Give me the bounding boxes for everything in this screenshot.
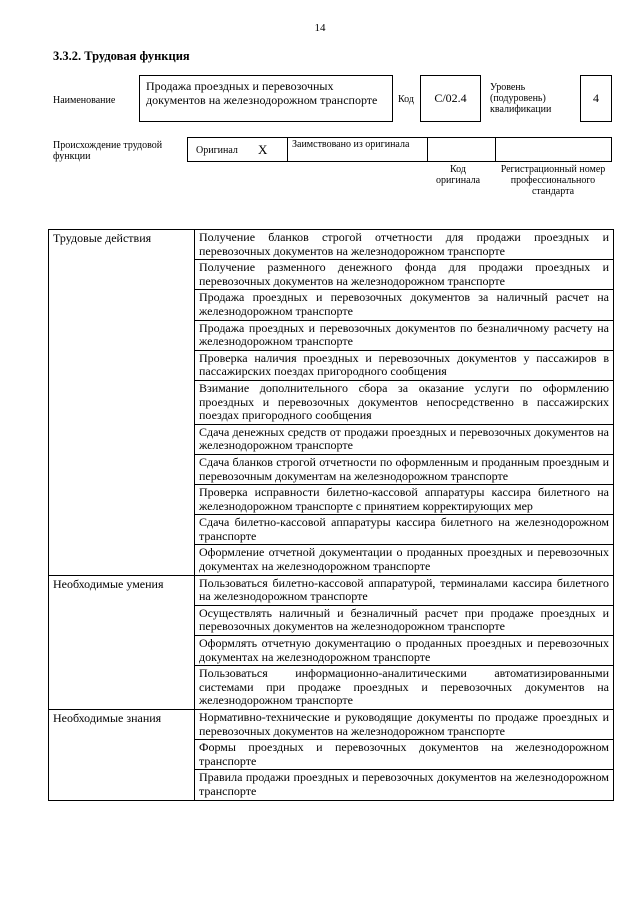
list-item: Проверка исправности билетно-кассовой аппаратуры кассира билетного на железнодорожном транспорте с принятием корректирующих мер xyxy=(195,485,614,515)
table-row xyxy=(49,230,614,260)
list-item: Пользоваться информационно-аналитическими автоматизированными системами при продаже проездных и перевозочных документов на железнодорожном транспорте xyxy=(195,666,614,710)
list-item: Пользоваться билетно-кассовой аппаратурой, терминалами кассира билетного на железнодорожном транспорте xyxy=(195,575,614,605)
code-original-caption: Код оригинала xyxy=(435,164,481,186)
list-item: Сдача бланков строгой отчетности по оформленным и проданным проездным и перевозочным документам на железнодорожном транспорте xyxy=(195,454,614,484)
borrowed-label: Заимствовано из оригинала xyxy=(292,139,410,150)
level-box xyxy=(580,75,612,122)
function-name-box xyxy=(139,75,393,122)
table-row xyxy=(49,710,614,740)
list-item: Правила продажи проездных и перевозочных документов на железнодорожном транспорте xyxy=(195,770,614,800)
code-box xyxy=(420,75,481,122)
origin-code-cell xyxy=(428,138,496,161)
origin-label: Происхождение трудовой функции xyxy=(53,140,163,162)
category-cell: Необходимые знания xyxy=(49,710,195,801)
list-item: Осуществлять наличный и безналичный расчет при продаже проездных и перевозочных документов на железнодорожном транспорте xyxy=(195,605,614,635)
list-item: Оформлять отчетную документацию о проданных проездных и перевозочных документах на железнодорожном транспорте xyxy=(195,636,614,666)
origin-row xyxy=(187,137,612,162)
name-label: Наименование xyxy=(53,95,116,106)
list-item: Продажа проездных и перевозочных документов за наличный расчет на железнодорожном транспорте xyxy=(195,290,614,320)
page-number: 14 xyxy=(314,22,326,34)
list-item: Оформление отчетной документации о проданных проездных и перевозочных документах на железнодорожном транспорте xyxy=(195,545,614,575)
list-item: Получение бланков строгой отчетности для продажи проездных и перевозочных документов на железнодорожном транспорте xyxy=(195,230,614,260)
list-item: Взимание дополнительного сбора за оказание услуги по оформлению проездных и перевозочных документов непосредственно в пассажирских поездах пригородного сообщения xyxy=(195,380,614,424)
original-label: Оригинал xyxy=(196,145,238,156)
category-cell: Трудовые действия xyxy=(49,230,195,576)
list-item: Формы проездных и перевозочных документов на железнодорожном транспорте xyxy=(195,740,614,770)
original-mark: X xyxy=(258,142,268,157)
section-title: 3.3.2. Трудовая функция xyxy=(53,49,190,63)
category-cell: Необходимые умения xyxy=(49,575,195,709)
list-item: Сдача билетно-кассовой аппаратуры кассира билетного на железнодорожном транспорте xyxy=(195,515,614,545)
list-item: Проверка наличия проездных и перевозочных документов у пассажиров в пассажирских поездах пригородного сообщения xyxy=(195,350,614,380)
list-item: Нормативно-технические и руководящие документы по продаже проездных и перевозочных документов на железнодорожном транспорте xyxy=(195,710,614,740)
level-value: 4 xyxy=(593,91,599,105)
list-item: Получение разменного денежного фонда для продажи проездных и перевозочных документов на железнодорожном транспорте xyxy=(195,260,614,290)
reg-number-caption: Регистрационный номер профессионального стандарта xyxy=(500,164,606,197)
table-row xyxy=(49,575,614,605)
origin-original-cell xyxy=(188,138,288,161)
origin-regnum-cell xyxy=(496,138,613,161)
code-value: C/02.4 xyxy=(434,91,467,105)
origin-borrowed-cell xyxy=(288,138,428,161)
function-name-value: Продажа проездных и перевозочных документов на железнодорожном транспорте xyxy=(146,79,378,107)
code-label: Код xyxy=(398,94,414,105)
level-label: Уровень (подуровень) квалификации xyxy=(490,82,552,115)
labor-function-table xyxy=(48,229,614,801)
list-item: Продажа проездных и перевозочных документов по безналичному расчету на железнодорожном транспорте xyxy=(195,320,614,350)
list-item: Сдача денежных средств от продажи проездных и перевозочных документов на железнодорожном транспорте xyxy=(195,424,614,454)
